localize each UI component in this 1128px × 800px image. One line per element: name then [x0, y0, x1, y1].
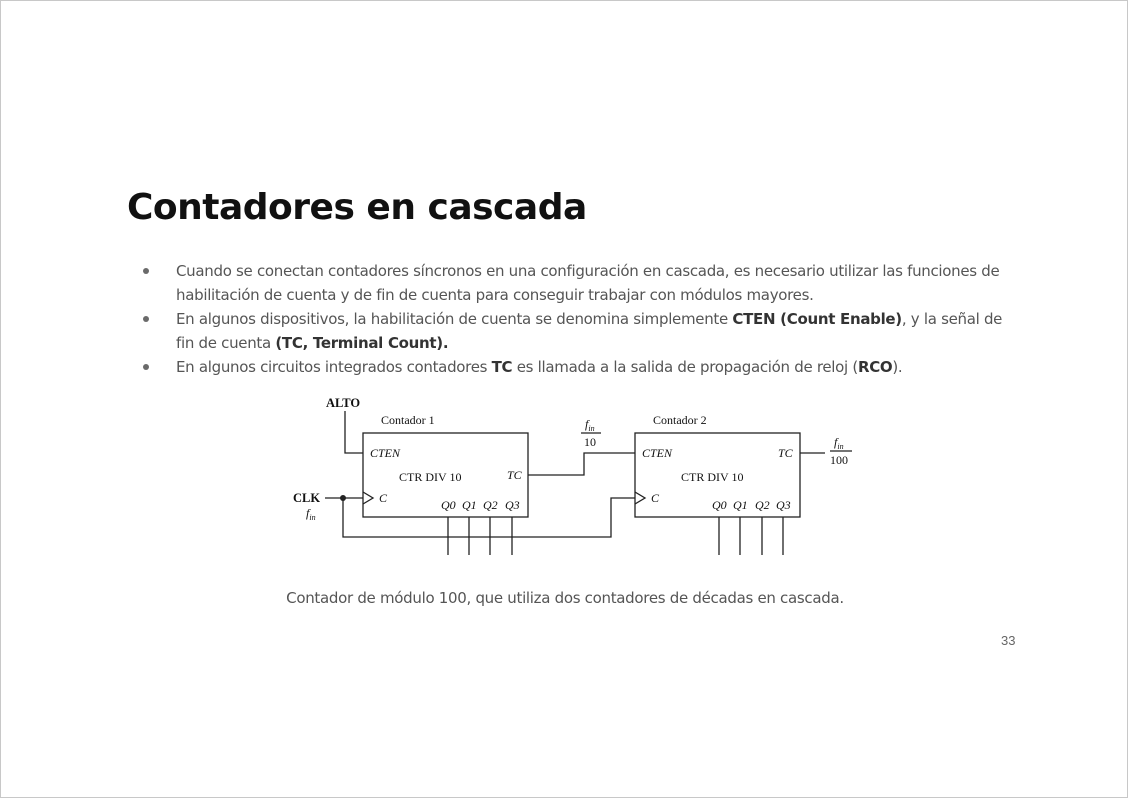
counter1-name: CTR DIV 10: [399, 470, 462, 484]
bullet-text: es llamada a la salida de propagación de reloj (: [512, 358, 858, 376]
counter1-tc: TC: [507, 468, 522, 482]
counter2-q-wires: [719, 517, 783, 555]
counter2-clk-input: C: [651, 491, 660, 505]
counter2-q-label: Q0: [712, 498, 727, 512]
bullet-text: En algunos dispositivos, la habilitación de cuenta se denomina simplemente: [176, 310, 733, 328]
fraction2-num: $f_{in}$: [834, 435, 844, 451]
counter1-clock-triangle: [363, 492, 373, 504]
counter1-clk-input: C: [379, 491, 388, 505]
counter1-q-label: Q3: [505, 498, 520, 512]
counter2-tc: TC: [778, 446, 793, 460]
bullet-text: , y la señal de fin de cuenta: [176, 310, 1003, 352]
bullet-dot: [143, 364, 149, 370]
counter1-q-label: Q1: [462, 498, 477, 512]
counter2-q-label: Q3: [776, 498, 791, 512]
cascade-counter-diagram: [281, 393, 861, 563]
fraction2-den: 100: [830, 453, 848, 467]
bullet-list: [141, 259, 1021, 379]
bullet-bold-text: (TC, Terminal Count).: [275, 334, 449, 352]
bullet-item: [141, 355, 1021, 379]
bullet-dot: [143, 316, 149, 322]
counter2-clock-triangle: [635, 492, 645, 504]
counter1-title: Contador 1: [381, 413, 435, 427]
clk-label: CLK: [293, 491, 321, 505]
bullet-item: [141, 307, 1021, 355]
counter2-cten: CTEN: [642, 446, 673, 460]
counter1-q-label: Q0: [441, 498, 456, 512]
counter1-q-wires: [448, 517, 512, 555]
clk-junction-dot: [340, 495, 346, 501]
counter2-title: Contador 2: [653, 413, 707, 427]
figure-caption: Contador de módulo 100, que utiliza dos contadores de décadas en cascada.: [286, 589, 844, 607]
fraction1-num: $f_{in}$: [585, 417, 595, 433]
bullet-bold-text: TC: [491, 358, 513, 376]
tc1-wire: [528, 453, 635, 475]
slide-title: Contadores en cascada: [127, 187, 587, 228]
bullet-dot: [143, 268, 149, 274]
bullet-text: ).: [892, 358, 903, 376]
bullet-item: [141, 259, 1021, 307]
bullet-text: Cuando se conectan contadores síncronos en una configuración en cascada, es necesario utilizar las funciones de habilitación de cuenta y de fin de cuenta para conseguir trabajar con módulos mayores.: [176, 262, 1000, 304]
alto-wire: [345, 411, 363, 453]
bullet-text: En algunos circuitos integrados contadores: [176, 358, 492, 376]
counter1-q-label: Q2: [483, 498, 498, 512]
bullet-bold-text: RCO: [857, 358, 893, 376]
counter1-cten: CTEN: [370, 446, 401, 460]
fraction1-den: 10: [584, 435, 596, 449]
counter2-name: CTR DIV 10: [681, 470, 744, 484]
alto-label: ALTO: [326, 396, 361, 410]
counter2-q-label: Q2: [755, 498, 770, 512]
bullet-bold-text: CTEN (Count Enable): [732, 310, 902, 328]
fin-label: $f_{in}$: [306, 506, 316, 522]
counter2-q-label: Q1: [733, 498, 748, 512]
page-number: 33: [1001, 633, 1016, 648]
